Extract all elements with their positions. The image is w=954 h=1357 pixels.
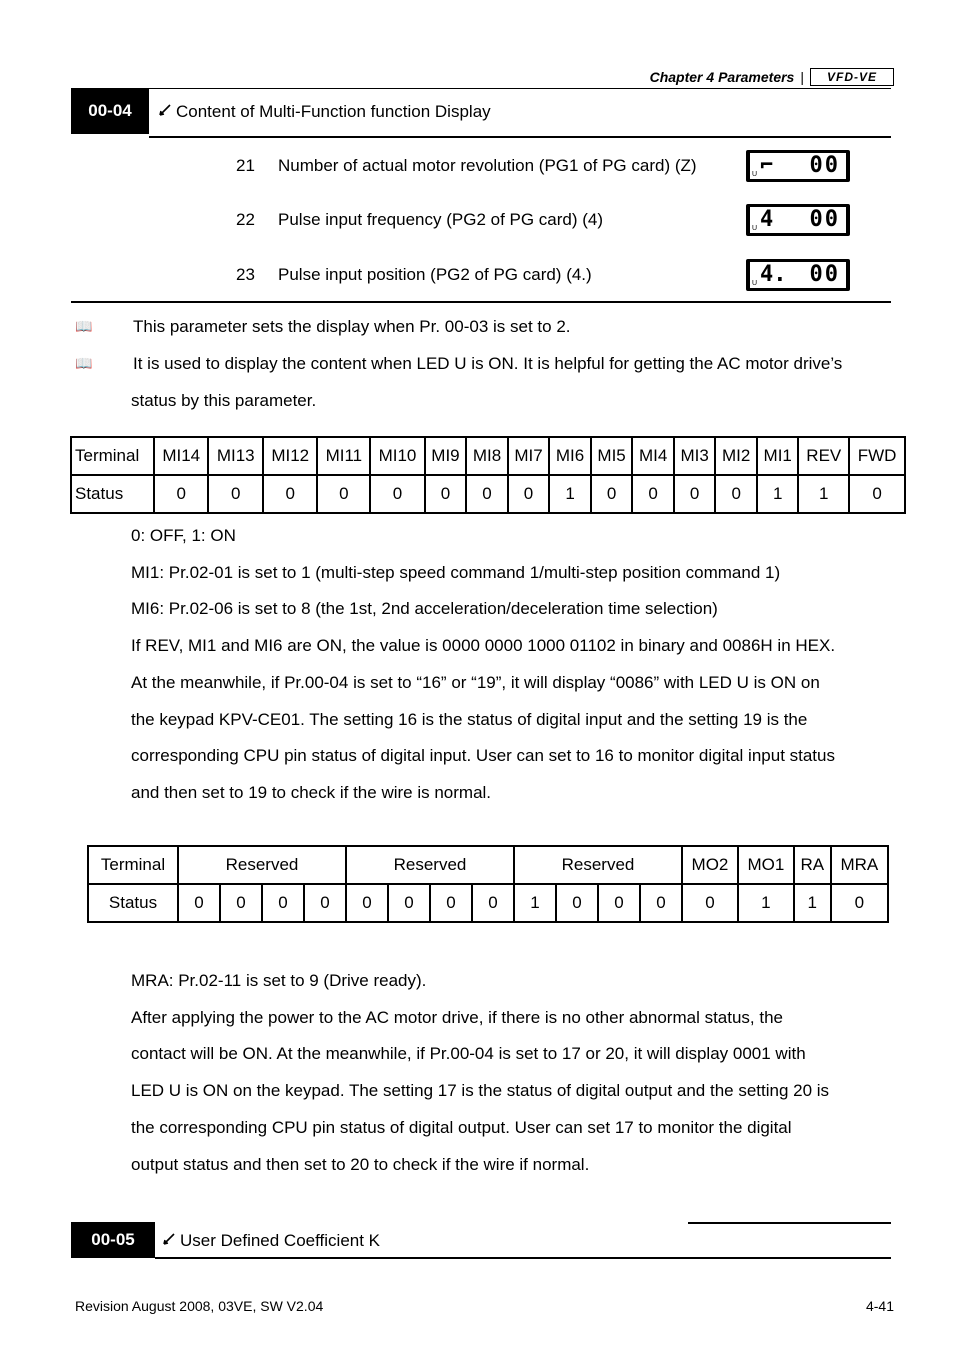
led-left-digit: 4 (760, 207, 774, 232)
paragraph-line: MI6: Pr.02-06 is set to 8 (the 1st, 2nd acceleration/deceleration time selection) (131, 599, 718, 619)
led-digits: 00 (809, 207, 840, 232)
paragraph-line: If REV, MI1 and MI6 are ON, the value is 0000 0000 1000 01102 in binary and 0086H in HEX. (131, 636, 836, 656)
table-cell: 0 (632, 475, 674, 513)
table-cell: 0 (425, 475, 467, 513)
pencil-icon (158, 102, 172, 122)
table-cell: 0 (430, 884, 472, 922)
param-header-top-rule (688, 1222, 891, 1224)
led-left-digit: 4. (760, 262, 787, 287)
chapter-title: Chapter 4 Parameters (649, 69, 795, 85)
led-display (746, 259, 850, 291)
paragraph-line: At the meanwhile, if Pr.00-04 is set to “16” or “19”, it will display “0086” with LED U is ON on (131, 672, 820, 692)
led-display (746, 150, 850, 182)
paragraph-line: LED U is ON on the keypad. The setting 17 is the status of digital output and the setting 20 is (131, 1081, 830, 1101)
table-cell: MI14 (154, 437, 208, 475)
table-cell: MI13 (208, 437, 262, 475)
explanation-paragraph (131, 518, 911, 812)
book-icon: 📖 (75, 318, 93, 334)
table-cell: MI8 (466, 437, 508, 475)
table-cell: 1 (514, 884, 556, 922)
table-cell: MI10 (370, 437, 424, 475)
option-row (236, 150, 856, 182)
led-digits: 00 (809, 153, 840, 178)
table-cell: 0 (317, 475, 370, 513)
table-cell: 0 (304, 884, 346, 922)
table-cell: Reserved (346, 846, 514, 884)
explanation-paragraph (131, 963, 911, 1183)
option-row (236, 204, 856, 236)
table-cell: Reserved (514, 846, 682, 884)
table-cell: 1 (549, 475, 591, 513)
paragraph-line: After applying the power to the AC motor drive, if there is no other abnormal status, the (131, 1007, 784, 1027)
table-cell: MI5 (591, 437, 633, 475)
footer-page-number: 4-41 (865, 1298, 894, 1314)
table-cell: 0 (208, 475, 262, 513)
param-header-rule (149, 136, 891, 138)
paragraph-line: the keypad KPV-CE01. The setting 16 is the status of digital input and the setting 19 is the (131, 709, 808, 729)
table-cell: RA (794, 846, 831, 884)
table-cell: 0 (220, 884, 262, 922)
table-cell: 0 (388, 884, 430, 922)
option-text: Number of actual motor revolution (PG1 of PG card) (Z) (278, 156, 697, 175)
table-cell: 0 (715, 475, 757, 513)
header-separator: | (800, 69, 804, 85)
param-title-row (158, 100, 491, 124)
table-cell: 0 (346, 884, 388, 922)
param-code-badge: 00-05 (71, 1222, 155, 1258)
param-title-row (162, 1229, 380, 1253)
led-u-indicator: U (752, 171, 758, 178)
table-cell: 0 (472, 884, 514, 922)
led-display (746, 204, 850, 236)
paragraph-line: the corresponding CPU pin status of digital output. User can set 17 to monitor the digital (131, 1117, 792, 1137)
option-number: 22 (236, 210, 255, 229)
input-status-table (70, 436, 906, 514)
table-cell: 1 (757, 475, 799, 513)
table-cell: MI6 (549, 437, 591, 475)
led-left-digit: ⌐ (760, 153, 774, 178)
table-cell: REV (798, 437, 849, 475)
table-cell: 0 (556, 884, 598, 922)
option-number: 21 (236, 156, 255, 175)
table-cell: 1 (738, 884, 794, 922)
table-cell: MI12 (263, 437, 317, 475)
table-cell: 0 (640, 884, 682, 922)
table-cell: MI4 (632, 437, 674, 475)
table-cell: MO1 (738, 846, 794, 884)
note-item (75, 308, 905, 345)
table-cell: 0 (598, 884, 640, 922)
table-cell: Status (71, 475, 154, 513)
table-cell: FWD (849, 437, 905, 475)
table-cell: MI1 (757, 437, 799, 475)
paragraph-line: and then set to 19 to check if the wire is normal. (131, 782, 492, 802)
table-cell: MI11 (317, 437, 370, 475)
option-text: Pulse input position (PG2 of PG card) (4.) (278, 265, 592, 284)
vfd-ve-logo: VFD-VE (810, 68, 894, 86)
note-text-continued (131, 382, 316, 419)
led-u-indicator: U (752, 225, 758, 232)
table-row (88, 884, 888, 922)
footer-revision: Revision August 2008, 03VE, SW V2.04 (75, 1298, 324, 1314)
table-cell: Reserved (178, 846, 346, 884)
table-cell: Terminal (71, 437, 154, 475)
table-cell: 1 (798, 475, 849, 513)
table-cell: 0 (178, 884, 220, 922)
option-row (236, 259, 856, 291)
led-digits: 00 (809, 262, 840, 287)
output-status-table (87, 845, 889, 923)
table-cell: MI3 (674, 437, 716, 475)
table-header-row (71, 437, 905, 475)
param-title: Content of Multi-Function function Display (176, 102, 491, 121)
table-row (71, 475, 905, 513)
param-title: User Defined Coefficient K (180, 1231, 381, 1250)
table-cell: MO2 (682, 846, 738, 884)
table-cell: 0 (263, 475, 317, 513)
table-cell: 0 (508, 475, 550, 513)
note-text: This parameter sets the display when Pr. 00-03 is set to 2. (133, 317, 571, 336)
note-item (75, 345, 905, 382)
table-header-row (88, 846, 888, 884)
param-header-top-rule (149, 88, 891, 89)
note-text: It is used to display the content when LED U is ON. It is helpful for getting the AC motor drive’s (133, 354, 843, 373)
table-cell: MI7 (508, 437, 550, 475)
table-cell: Terminal (88, 846, 178, 884)
table-cell: 0 (154, 475, 208, 513)
table-cell: MRA (831, 846, 888, 884)
table-cell: 0 (682, 884, 738, 922)
paragraph-line: corresponding CPU pin status of digital input. User can set to 16 to monitor digital input status (131, 746, 835, 766)
paragraph-line: 0: OFF, 1: ON (131, 526, 236, 545)
table-cell: 0 (831, 884, 888, 922)
table-cell: 0 (674, 475, 716, 513)
book-icon: 📖 (75, 355, 93, 371)
option-number: 23 (236, 265, 255, 284)
table-cell: 1 (794, 884, 831, 922)
table-cell: MI2 (715, 437, 757, 475)
param-header-rule (155, 1257, 891, 1259)
table-cell: 0 (262, 884, 304, 922)
paragraph-line: contact will be ON. At the meanwhile, if Pr.00-04 is set to 17 or 20, it will display 0001 with (131, 1044, 806, 1064)
table-cell: MI9 (425, 437, 467, 475)
table-cell: 0 (591, 475, 633, 513)
table-cell: 0 (370, 475, 424, 513)
param-code-badge: 00-04 (71, 88, 149, 134)
paragraph-line: output status and then set to 20 to check if the wire if normal. (131, 1154, 590, 1174)
led-u-indicator: U (752, 280, 758, 287)
note-text: status by this parameter. (131, 391, 317, 410)
paragraph-line: MI1: Pr.02-01 is set to 1 (multi-step speed command 1/multi-step position command 1) (131, 562, 781, 582)
table-cell: 0 (466, 475, 508, 513)
table-cell: Status (88, 884, 178, 922)
page-header (650, 68, 894, 86)
pencil-icon (162, 1231, 176, 1251)
section-rule (71, 301, 891, 303)
table-cell: 0 (849, 475, 905, 513)
paragraph-line: MRA: Pr.02-11 is set to 9 (Drive ready). (131, 971, 427, 990)
option-text: Pulse input frequency (PG2 of PG card) (4) (278, 210, 604, 229)
